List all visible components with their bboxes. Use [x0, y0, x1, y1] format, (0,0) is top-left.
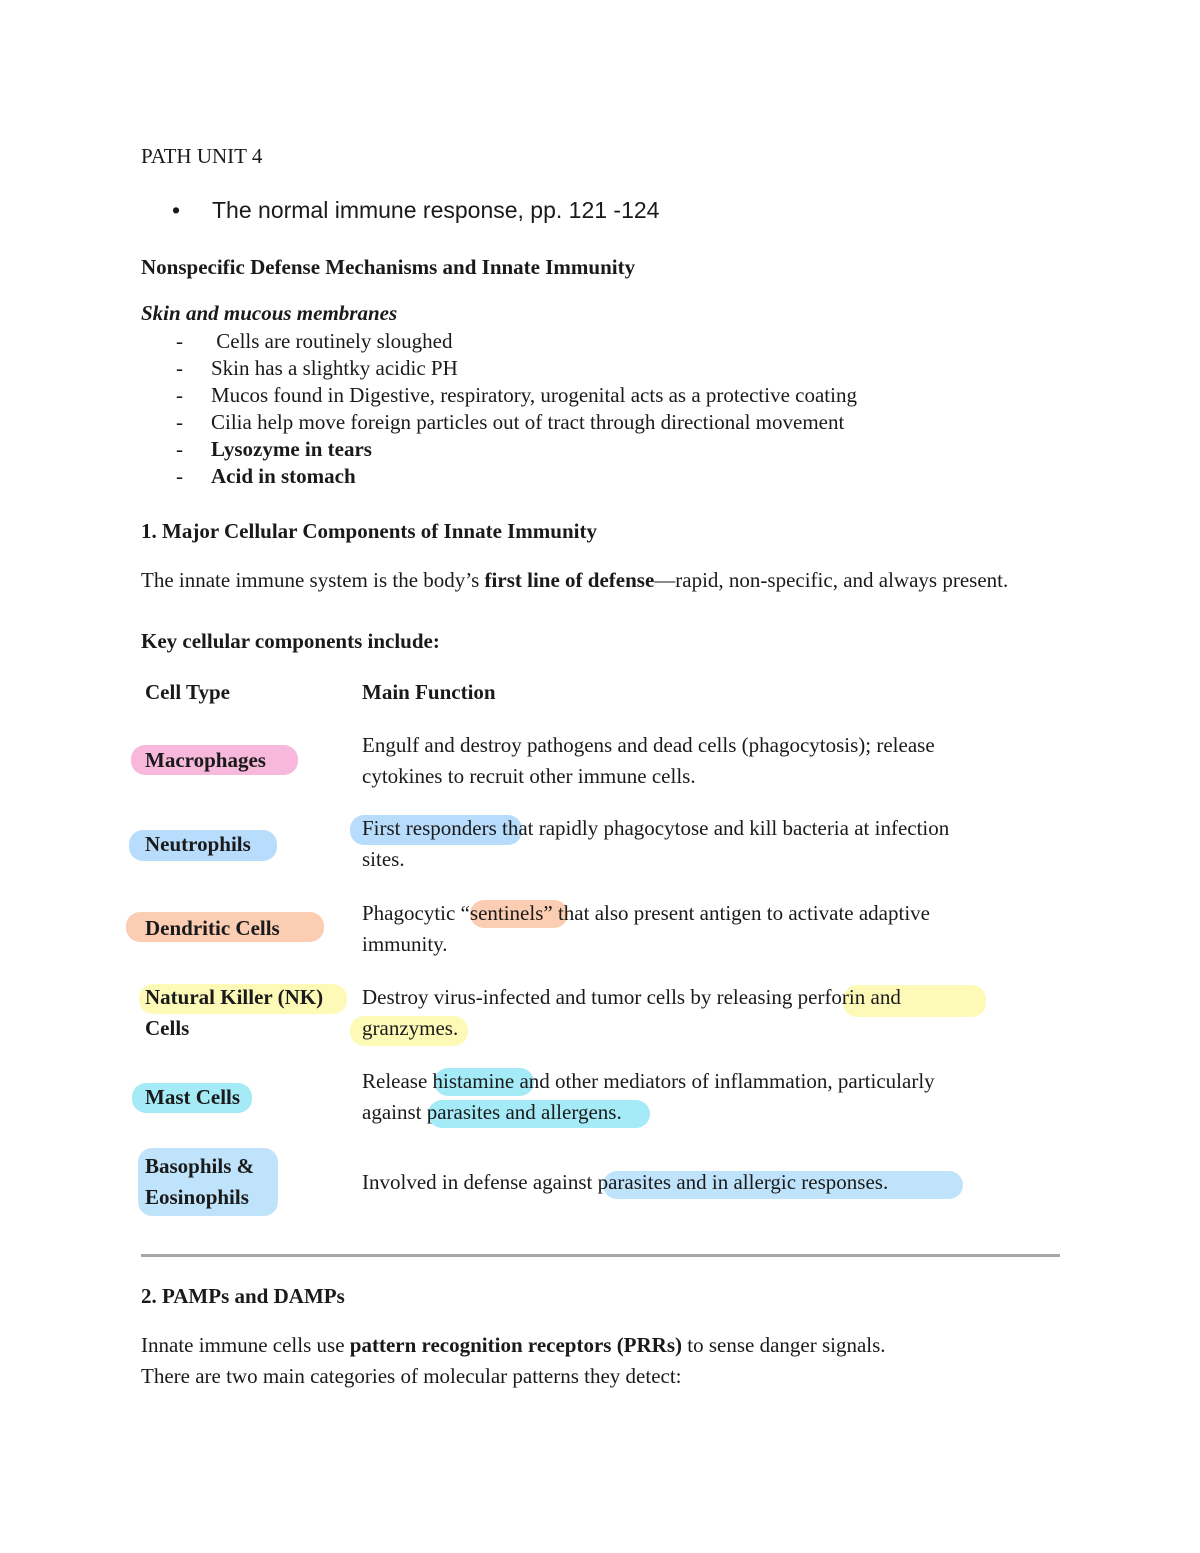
function-macrophages: Engulf and destroy pathogens and dead cells (phagocytosis); release cytokines to recruit other immune cells. [362, 733, 935, 788]
cell-type-neutrophils: Neutrophils [145, 832, 251, 856]
key-components-label: Key cellular components include: [141, 629, 440, 653]
horizontal-divider [141, 1254, 1060, 1257]
function-basophils: Involved in defense against parasites and in allergic responses. [362, 1170, 889, 1194]
document-page: PATH UNIT 4 • The normal immune response, pp. 121 -124 Nonspecific Defense Mechanisms and Innate Immunity Skin and mucous membranes - Cells are routinely sloughed - Skin has a slightky acidic PH - Mucos found in Digestive, respiratory, urogenital acts as a protective coating - Cilia help move foreign particles out of tract through directional movement - Lysozyme in tears - Acid in stomach 1. Major Cellular Components of Innate Immunity The innate immune system is the body’s first line of defense—rapid, non-specific, and always present. Key cellular components include: Cell Type Main Function Macrophages Engulf and destroy pathogens and dead cells (phagocytosis); release cytokines to recruit other immune cells. Neutrophils First responders that rapidly phagocytose and kill bacteria at infection sites. Dendritic Cells Phagocytic “sentinels” that also present antigen to activate adaptive immunity. Natural Killer (NK) Cells Destroy virus-infected and tumor cells by releasing perforin and granzymes. Mast Cells Release histamine and other mediators of inflammation, particularly against parasites and allergens. Basophils & Eosinophils Involved in defense against parasites and in allergic responses. 2. PAMPs and DAMPs Innate immune cells use pattern recognition receptors (PRRs) to sense danger signals. There are two main categories of molecular patterns they detect: [0, 0, 1200, 1553]
heading-pamps-damps: 2. PAMPs and DAMPs [141, 1284, 345, 1308]
heading-nonspecific: Nonspecific Defense Mechanisms and Innate Immunity [141, 255, 636, 279]
function-mast: Release histamine and other mediators of inflammation, particularly against parasites and allergens. [362, 1069, 935, 1124]
bullet-text: The normal immune response, pp. 121 -124 [212, 197, 660, 223]
column-header-cell-type: Cell Type [145, 680, 230, 704]
cell-type-mast: Mast Cells [145, 1085, 241, 1109]
function-neutrophils: First responders that rapidly phagocytose and kill bacteria at infection sites. [362, 816, 950, 871]
function-dendritic: Phagocytic “sentinels” that also present antigen to activate adaptive immunity. [362, 901, 930, 956]
pamps-paragraph: Innate immune cells use pattern recognition receptors (PRRs) to sense danger signals. There are two main categories of molecular patterns they detect: [141, 1333, 886, 1388]
cell-type-nk: Natural Killer (NK) Cells [145, 985, 324, 1040]
innate-intro-paragraph: The innate immune system is the body’s first line of defense—rapid, non-specific, and always present. [141, 568, 1009, 592]
function-nk: Destroy virus-infected and tumor cells by releasing perforin and granzymes. [362, 985, 901, 1040]
bullet-icon: • [172, 197, 181, 223]
subheading-skin: Skin and mucous membranes [141, 301, 398, 325]
column-header-main-function: Main Function [362, 680, 496, 704]
cell-type-dendritic: Dendritic Cells [145, 916, 280, 940]
document-title: PATH UNIT 4 [141, 144, 263, 168]
cell-type-macrophages: Macrophages [145, 748, 266, 772]
cell-type-basophils: Basophils & Eosinophils [145, 1154, 255, 1209]
heading-major-components: 1. Major Cellular Components of Innate Immunity [141, 519, 597, 543]
